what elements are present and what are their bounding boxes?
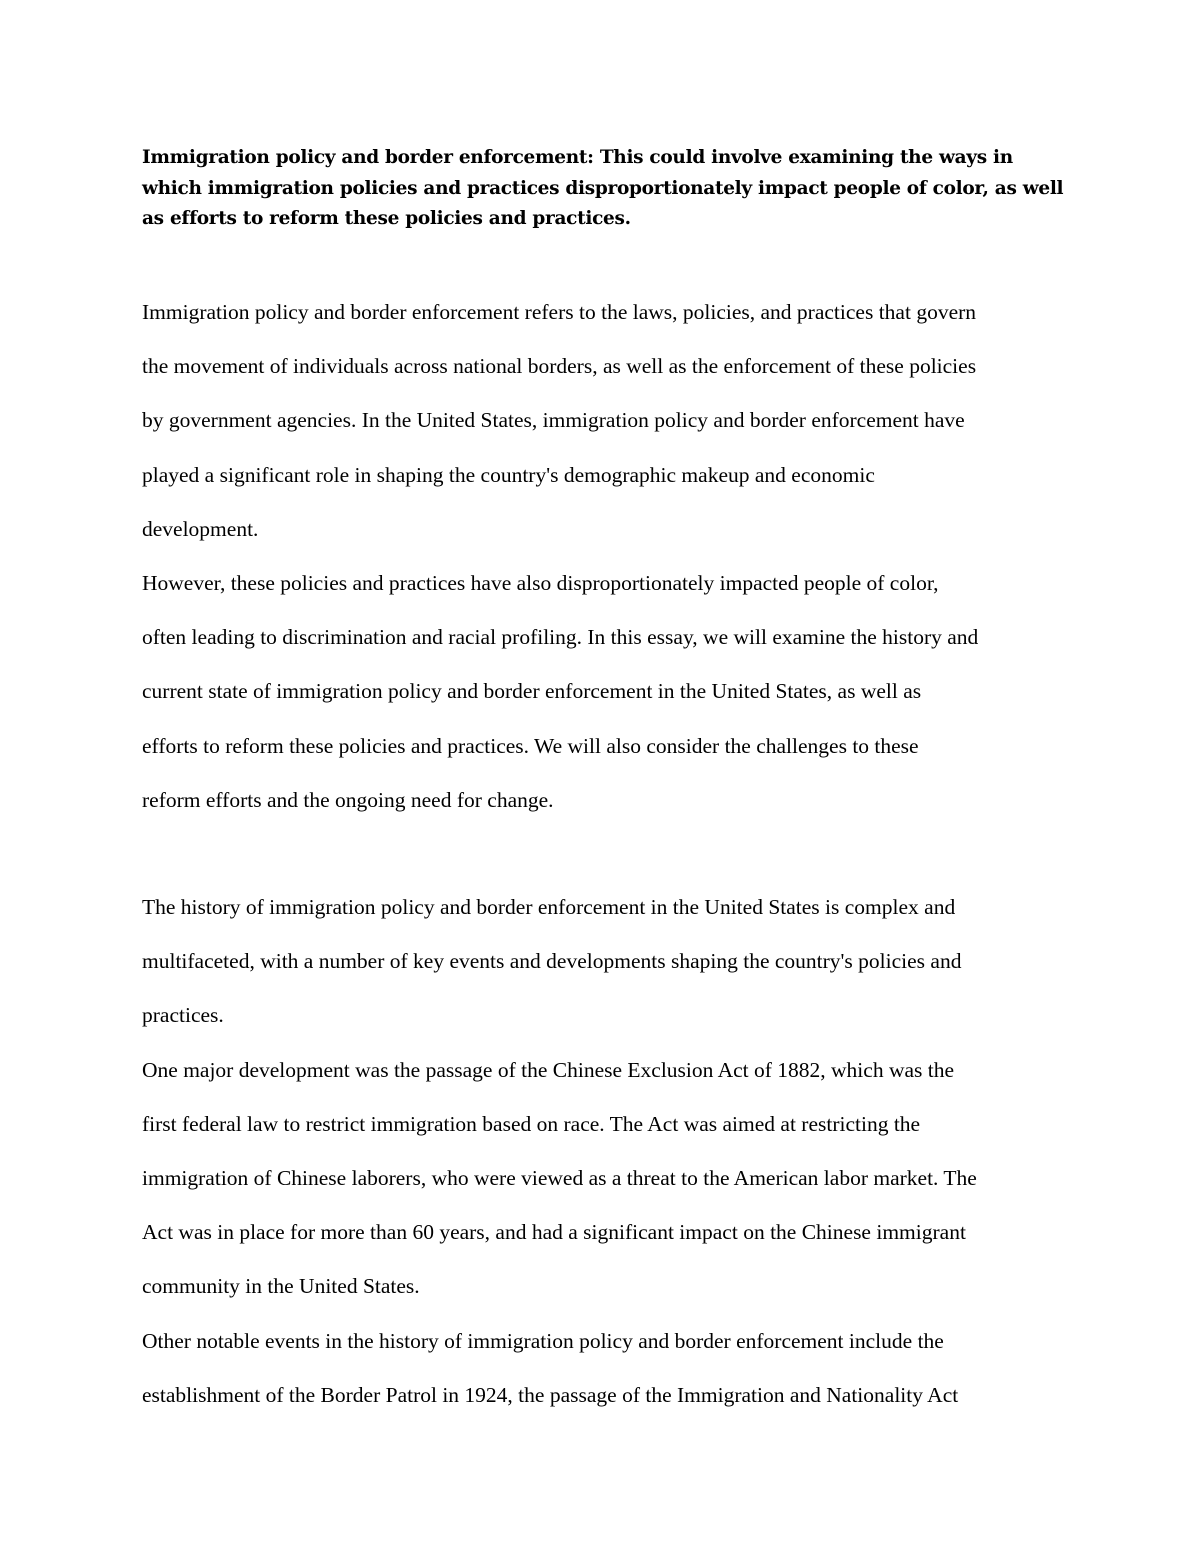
text-line: practices. bbox=[142, 1003, 224, 1028]
text-line: However, these policies and practices have also disproportionately impacted people of color, bbox=[142, 570, 939, 595]
text-line: Act was in place for more than 60 years, and had a significant impact on the Chinese immigrant bbox=[142, 1220, 966, 1245]
text-line: One major development was the passage of the Chinese Exclusion Act of 1882, which was the bbox=[142, 1057, 955, 1082]
text-line: by government agencies. In the United States, immigration policy and border enforcement have bbox=[142, 408, 965, 433]
text-line: the movement of individuals across national borders, as well as the enforcement of these policies bbox=[142, 354, 977, 379]
text-line: establishment of the Border Patrol in 1924, the passage of the Immigration and Nationality Act bbox=[142, 1382, 959, 1407]
text-line: multifaceted, with a number of key events and developments shaping the country's policies and bbox=[142, 949, 962, 974]
text-line: current state of immigration policy and border enforcement in the United States, as well as bbox=[142, 679, 922, 704]
text-line: The history of immigration policy and border enforcement in the United States is complex and bbox=[142, 895, 956, 919]
text-line: played a significant role in shaping the country's demographic makeup and economic bbox=[142, 462, 875, 487]
text-line: Immigration policy and border enforcement refers to the laws, policies, and practices that govern bbox=[142, 300, 977, 324]
text-line: first federal law to restrict immigration based on race. The Act was aimed at restricting the bbox=[142, 1111, 921, 1136]
text-line: development. bbox=[142, 516, 259, 541]
text-line: efforts to reform these policies and practices. We will also consider the challenges to these bbox=[142, 733, 919, 758]
text-line: community in the United States. bbox=[142, 1274, 420, 1299]
text-line: often leading to discrimination and racial profiling. In this essay, we will examine the history and bbox=[142, 625, 979, 650]
text-line: reform efforts and the ongoing need for change. bbox=[142, 787, 554, 812]
document-heading: Immigration policy and border enforcement: This could involve examining the ways in which immigration policies and practices disproportionately impact people of color, as well as efforts to reform these policies and practices. bbox=[142, 147, 1064, 229]
text-line: immigration of Chinese laborers, who were viewed as a threat to the American labor market. The bbox=[142, 1165, 977, 1190]
paragraph-history bbox=[142, 880, 1072, 1422]
text-line: Other notable events in the history of immigration policy and border enforcement include the bbox=[142, 1328, 944, 1353]
paragraph-introduction bbox=[142, 285, 1072, 827]
